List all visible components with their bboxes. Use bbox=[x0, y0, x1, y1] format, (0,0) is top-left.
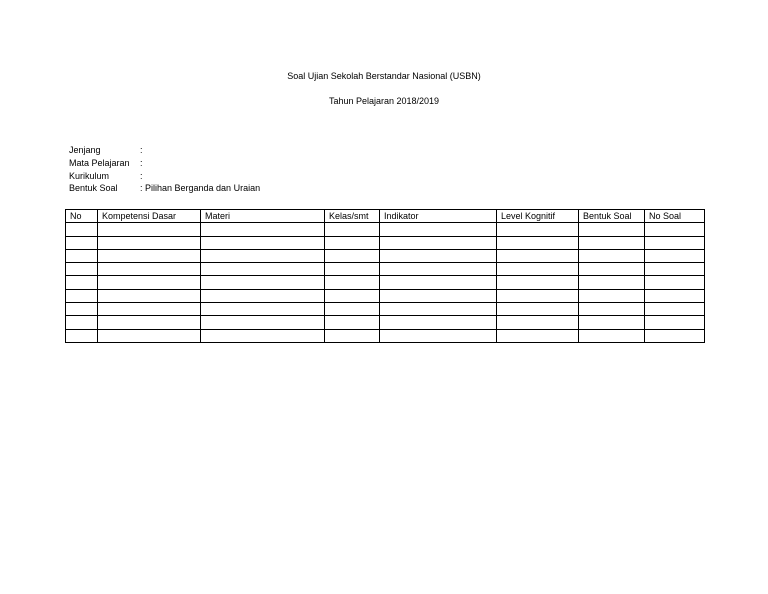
meta-separator: : bbox=[140, 157, 143, 168]
table-cell bbox=[325, 263, 380, 276]
table-cell bbox=[380, 329, 497, 342]
table-cell bbox=[98, 303, 201, 316]
table-cell bbox=[325, 316, 380, 329]
table-body bbox=[66, 223, 705, 343]
meta-separator: : bbox=[140, 170, 143, 181]
table-cell bbox=[380, 289, 497, 302]
table-cell bbox=[497, 223, 579, 236]
table-cell bbox=[579, 223, 645, 236]
table-cell bbox=[497, 316, 579, 329]
table-row bbox=[66, 303, 705, 316]
meta-value: Pilihan Berganda dan Uraian bbox=[145, 183, 261, 194]
table-cell bbox=[380, 236, 497, 249]
meta-label: Jenjang bbox=[69, 145, 101, 155]
column-header-no-soal: No Soal bbox=[645, 210, 705, 223]
column-header-indikator: Indikator bbox=[380, 210, 497, 223]
table-cell bbox=[325, 276, 380, 289]
table-cell bbox=[579, 249, 645, 262]
table-cell bbox=[201, 289, 325, 302]
table-cell bbox=[201, 276, 325, 289]
table-row bbox=[66, 329, 705, 342]
meta-separator: : bbox=[140, 145, 143, 155]
meta-row-bentuk-soal bbox=[69, 182, 260, 195]
table-cell bbox=[201, 223, 325, 236]
table-cell bbox=[98, 316, 201, 329]
table-cell bbox=[579, 329, 645, 342]
table-cell bbox=[201, 316, 325, 329]
table-cell bbox=[380, 263, 497, 276]
table-cell bbox=[201, 236, 325, 249]
table-cell bbox=[497, 249, 579, 262]
table-cell bbox=[645, 249, 705, 262]
column-header-level-kognitif: Level Kognitif bbox=[497, 210, 579, 223]
meta-separator: : bbox=[140, 183, 143, 194]
meta-row-jenjang bbox=[69, 144, 260, 157]
table-row bbox=[66, 289, 705, 302]
table-cell bbox=[579, 276, 645, 289]
table-cell bbox=[66, 329, 98, 342]
table-cell bbox=[98, 223, 201, 236]
column-header-kompetensi-dasar: Kompetensi Dasar bbox=[98, 210, 201, 223]
metadata-block bbox=[69, 144, 260, 195]
document-subtitle: Tahun Pelajaran 2018/2019 bbox=[328, 96, 440, 106]
table-cell bbox=[325, 303, 380, 316]
table-row bbox=[66, 223, 705, 236]
table-row bbox=[66, 316, 705, 329]
table-cell bbox=[325, 289, 380, 302]
table-cell bbox=[201, 303, 325, 316]
table-row bbox=[66, 236, 705, 249]
table-cell bbox=[380, 303, 497, 316]
table-cell bbox=[579, 289, 645, 302]
table-cell bbox=[325, 223, 380, 236]
table-cell bbox=[201, 249, 325, 262]
table-cell bbox=[645, 316, 705, 329]
table-row bbox=[66, 249, 705, 262]
meta-row-mata-pelajaran bbox=[69, 157, 260, 170]
table-cell bbox=[380, 276, 497, 289]
table-cell bbox=[66, 276, 98, 289]
table-cell bbox=[645, 276, 705, 289]
table-cell bbox=[645, 303, 705, 316]
column-header-no: No bbox=[66, 210, 98, 223]
meta-label: Kurikulum bbox=[69, 170, 110, 181]
table-cell bbox=[98, 236, 201, 249]
table-cell bbox=[98, 276, 201, 289]
table-cell bbox=[66, 249, 98, 262]
table-cell bbox=[380, 249, 497, 262]
table-row bbox=[66, 276, 705, 289]
table-cell bbox=[325, 329, 380, 342]
table-cell bbox=[579, 303, 645, 316]
table-cell bbox=[201, 329, 325, 342]
question-grid-table bbox=[65, 209, 705, 343]
table-cell bbox=[497, 263, 579, 276]
table-cell bbox=[380, 316, 497, 329]
table-cell bbox=[497, 236, 579, 249]
table-cell bbox=[579, 263, 645, 276]
table-cell bbox=[66, 303, 98, 316]
table-cell bbox=[645, 329, 705, 342]
table-cell bbox=[497, 329, 579, 342]
table-cell bbox=[645, 236, 705, 249]
table-row bbox=[66, 263, 705, 276]
table-cell bbox=[201, 263, 325, 276]
table-cell bbox=[497, 303, 579, 316]
table-cell bbox=[645, 263, 705, 276]
table-cell bbox=[66, 263, 98, 276]
table-cell bbox=[98, 249, 201, 262]
column-header-materi: Materi bbox=[201, 210, 325, 223]
table-cell bbox=[645, 289, 705, 302]
table-cell bbox=[579, 316, 645, 329]
document-title: Soal Ujian Sekolah Berstandar Nasional (USBN) bbox=[287, 71, 481, 81]
column-header-bentuk-soal: Bentuk Soal bbox=[579, 210, 645, 223]
column-header-kelas-smt: Kelas/smt bbox=[325, 210, 380, 223]
table-cell bbox=[325, 236, 380, 249]
table-cell bbox=[98, 263, 201, 276]
table-cell bbox=[380, 223, 497, 236]
meta-label: Bentuk Soal bbox=[69, 183, 118, 194]
meta-row-kurikulum bbox=[69, 170, 260, 183]
table-cell bbox=[497, 289, 579, 302]
table-cell bbox=[66, 236, 98, 249]
table-cell bbox=[325, 249, 380, 262]
table-cell bbox=[645, 223, 705, 236]
meta-label: Mata Pelajaran bbox=[69, 157, 130, 168]
table-cell bbox=[497, 276, 579, 289]
table-cell bbox=[66, 223, 98, 236]
table-cell bbox=[579, 236, 645, 249]
table-cell bbox=[66, 289, 98, 302]
table-header-row bbox=[66, 210, 705, 223]
table-cell bbox=[98, 329, 201, 342]
table-cell bbox=[98, 289, 201, 302]
table-cell bbox=[66, 316, 98, 329]
